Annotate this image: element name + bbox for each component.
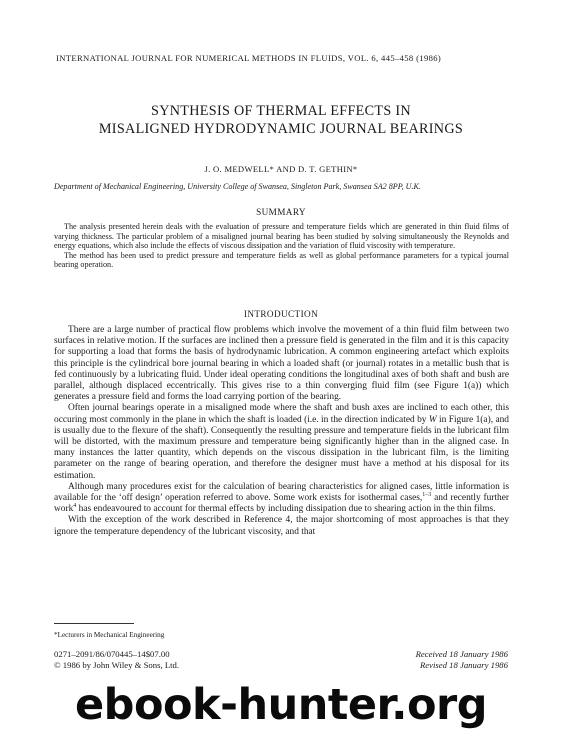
introduction-heading: INTRODUCTION — [243, 309, 319, 319]
received-date: Received 18 January 1986 — [415, 649, 508, 659]
copyright-notice: © 1986 by John Wiley & Sons, Ltd. — [54, 660, 180, 670]
title-line-1: SYNTHESIS OF THERMAL EFFECTS IN — [151, 103, 411, 119]
intro-paragraph-2: Often journal bearings operate in a misaligned mode where the shaft and bush axes are inclined to each other, this occuring most commonly in the plane in which the shaft is loaded (i.e. in the direction indicated by W in Figure 1(a), and is usually due to the flexure of the shaft). Consequently the resulting pressure and temperature fields in the lubricant film will be distorted, with the maximum pressure and temperature being significantly higher than in the aligned case. In many instances the latter quantity, which depends on the viscous dissipation in the lubricant film, is the limiting parameter on the range of bearing operation, and therefore the designer must have a method at his disposal for its estimation. — [54, 403, 509, 481]
journal-header: INTERNATIONAL JOURNAL FOR NUMERICAL METHODS IN FLUIDS, VOL. 6, 445–458 (1986) — [56, 53, 442, 63]
intro-paragraph-4: With the exception of the work described in Reference 4, the major shortcoming of most approaches is that they ignore the temperature dependency of the lubricant viscosity, and that — [54, 515, 509, 537]
summary-paragraph: The method has been used to predict pressure and temperature fields as well as global performance parameters for a typical journal bearing operation. — [54, 250, 509, 270]
summary-heading: SUMMARY — [256, 207, 306, 217]
authors: J. O. MEDWELL* AND D. T. GETHIN* — [204, 164, 358, 174]
summary-abstract — [54, 222, 509, 270]
load-symbol-w: W — [428, 414, 437, 425]
citation-ref: 1–3 — [422, 491, 432, 498]
article-code: 0271–2091/86/070445–14$07.00 — [54, 649, 170, 659]
footnote-divider — [54, 623, 134, 624]
article-title — [40, 103, 522, 138]
received-dates — [416, 649, 508, 671]
citation-ref: 4 — [73, 503, 77, 510]
footnote: *Lecturers in Mechanical Engineering — [54, 631, 165, 639]
revised-date: Revised 18 January 1986 — [419, 660, 508, 670]
affiliation: Department of Mechanical Engineering, University College of Swansea, Singleton Park, Swansea SA2 8PP, U.K. — [54, 182, 421, 191]
intro-paragraph-1: There are a large number of practical flow problems which involve the movement of a thin fluid film between two surfaces in relative motion. If the surfaces are inclined then a pressure field is generated in the film and it is this capacity for supporting a load that forms the basis of hydrodynamic lubrication. A common engineering artefact which exploits this principle is the cylindrical bore journal bearing in which a loaded shaft (or journal) rotates in a metallic bush that is fed continuously by a lubricating fluid. Under ideal operating conditions the longitudinal axes of both shaft and bush are parallel, although displaced eccentrically. This gives rise to a thin converging fluid film (see Figure 1(a)) which generates a pressure field and forms the load carrying portion of the bearing. — [54, 325, 509, 403]
summary-paragraph: The analysis presented herein deals with the evaluation of pressure and temperature fields which are generated in thin fluid films of varying thickness. The particular problem of a misaligned journal bearing has been studied by solving simultaneously the Reynolds and energy equations, which also include the effects of viscous dissipation and the variation of fluid viscosity with temperature. — [54, 222, 509, 251]
watermark: ebook-hunter.org — [75, 680, 487, 730]
publication-info — [54, 649, 179, 671]
title-line-2: MISALIGNED HYDRODYNAMIC JOURNAL BEARINGS — [98, 120, 464, 137]
intro-paragraph-3: Although many procedures exist for the calculation of bearing characteristics for aligned cases, little information is available for the ‘off design’ operation referred to above. Some work exists for isothermal cases,$^{1-3}$ and recently further work$^4$ has endeavoured to account for thermal effects by including dissipation due to shearing action in the thin films. — [54, 481, 509, 515]
introduction-body — [54, 325, 509, 538]
